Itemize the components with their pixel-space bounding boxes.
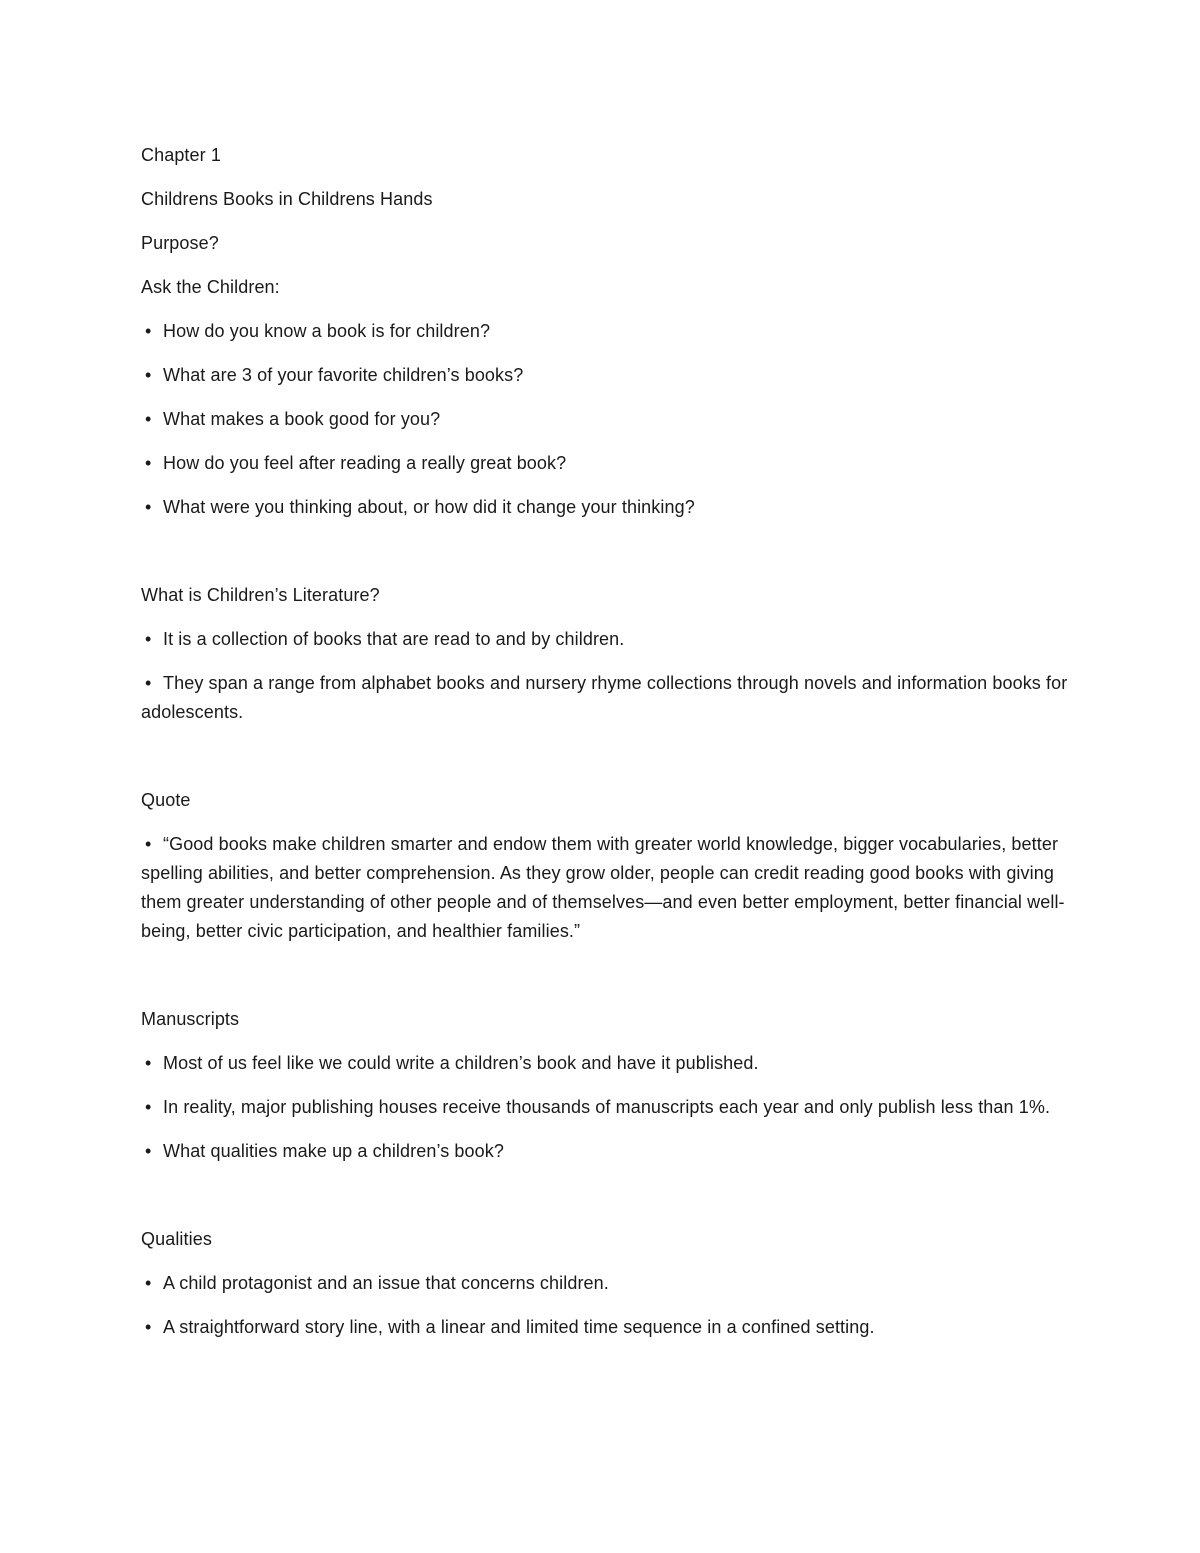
list-item-text: How do you know a book is for children?	[163, 321, 491, 341]
list-item	[141, 669, 1071, 727]
bullet-icon: •	[145, 497, 152, 517]
list-item	[141, 493, 1071, 522]
what-list	[141, 625, 1071, 727]
quote-list	[141, 830, 1071, 946]
list-item-text: A child protagonist and an issue that concerns children.	[163, 1273, 609, 1293]
bullet-icon: •	[145, 453, 152, 473]
list-item-text: What are 3 of your favorite children’s books?	[163, 365, 524, 385]
quote-heading: Quote	[141, 790, 191, 810]
chapter-label: Chapter 1	[141, 145, 221, 165]
ask-heading: Ask the Children:	[141, 277, 280, 297]
section-spacer	[141, 1181, 1071, 1225]
chapter-title: Childrens Books in Childrens Hands	[141, 189, 433, 209]
list-item-text: “Good books make children smarter and endow them with greater world knowledge, bigger vocabularies, better spelling abilities, and better comprehension. As they grow older, people can credit reading good books with giving them greater understanding of other people and of themselves—and even better employment, better financial well-being, better civic participation, and healthier families.”	[141, 834, 1065, 941]
list-item-text: What were you thinking about, or how did it change your thinking?	[163, 497, 695, 517]
list-item-text: It is a collection of books that are read to and by children.	[163, 629, 625, 649]
list-item	[141, 1049, 1071, 1078]
list-item-text: How do you feel after reading a really great book?	[163, 453, 567, 473]
what-heading: What is Children’s Literature?	[141, 585, 380, 605]
bullet-icon: •	[145, 1141, 152, 1161]
bullet-icon: •	[145, 1097, 152, 1117]
list-item	[141, 1313, 1071, 1342]
list-item-text: Most of us feel like we could write a children’s book and have it published.	[163, 1053, 759, 1073]
ask-list	[141, 317, 1071, 522]
list-item	[141, 405, 1071, 434]
bullet-icon: •	[145, 1317, 152, 1337]
bullet-icon: •	[145, 673, 152, 693]
purpose-heading: Purpose?	[141, 233, 219, 253]
document-body	[141, 141, 1071, 1357]
list-item	[141, 625, 1071, 654]
bullet-icon: •	[145, 834, 152, 854]
list-item-text: What makes a book good for you?	[163, 409, 441, 429]
list-item	[141, 1137, 1071, 1166]
bullet-icon: •	[145, 321, 152, 341]
bullet-icon: •	[145, 1053, 152, 1073]
list-item	[141, 830, 1071, 946]
section-spacer	[141, 961, 1071, 1005]
bullet-icon: •	[145, 1273, 152, 1293]
list-item	[141, 361, 1071, 390]
list-item	[141, 1269, 1071, 1298]
manuscripts-list	[141, 1049, 1071, 1166]
list-item-text: In reality, major publishing houses receive thousands of manuscripts each year and only publish less than 1%.	[163, 1097, 1051, 1117]
list-item-text: A straightforward story line, with a linear and limited time sequence in a confined setting.	[163, 1317, 875, 1337]
qualities-list	[141, 1269, 1071, 1342]
bullet-icon: •	[145, 409, 152, 429]
list-item-text: What qualities make up a children’s book?	[163, 1141, 504, 1161]
list-item	[141, 317, 1071, 346]
list-item-text: They span a range from alphabet books and nursery rhyme collections through novels and information books for adolescents.	[141, 673, 1068, 722]
list-item	[141, 449, 1071, 478]
list-item	[141, 1093, 1071, 1122]
section-spacer	[141, 537, 1071, 581]
bullet-icon: •	[145, 365, 152, 385]
manuscripts-heading: Manuscripts	[141, 1009, 240, 1029]
section-spacer	[141, 742, 1071, 786]
bullet-icon: •	[145, 629, 152, 649]
qualities-heading: Qualities	[141, 1229, 212, 1249]
